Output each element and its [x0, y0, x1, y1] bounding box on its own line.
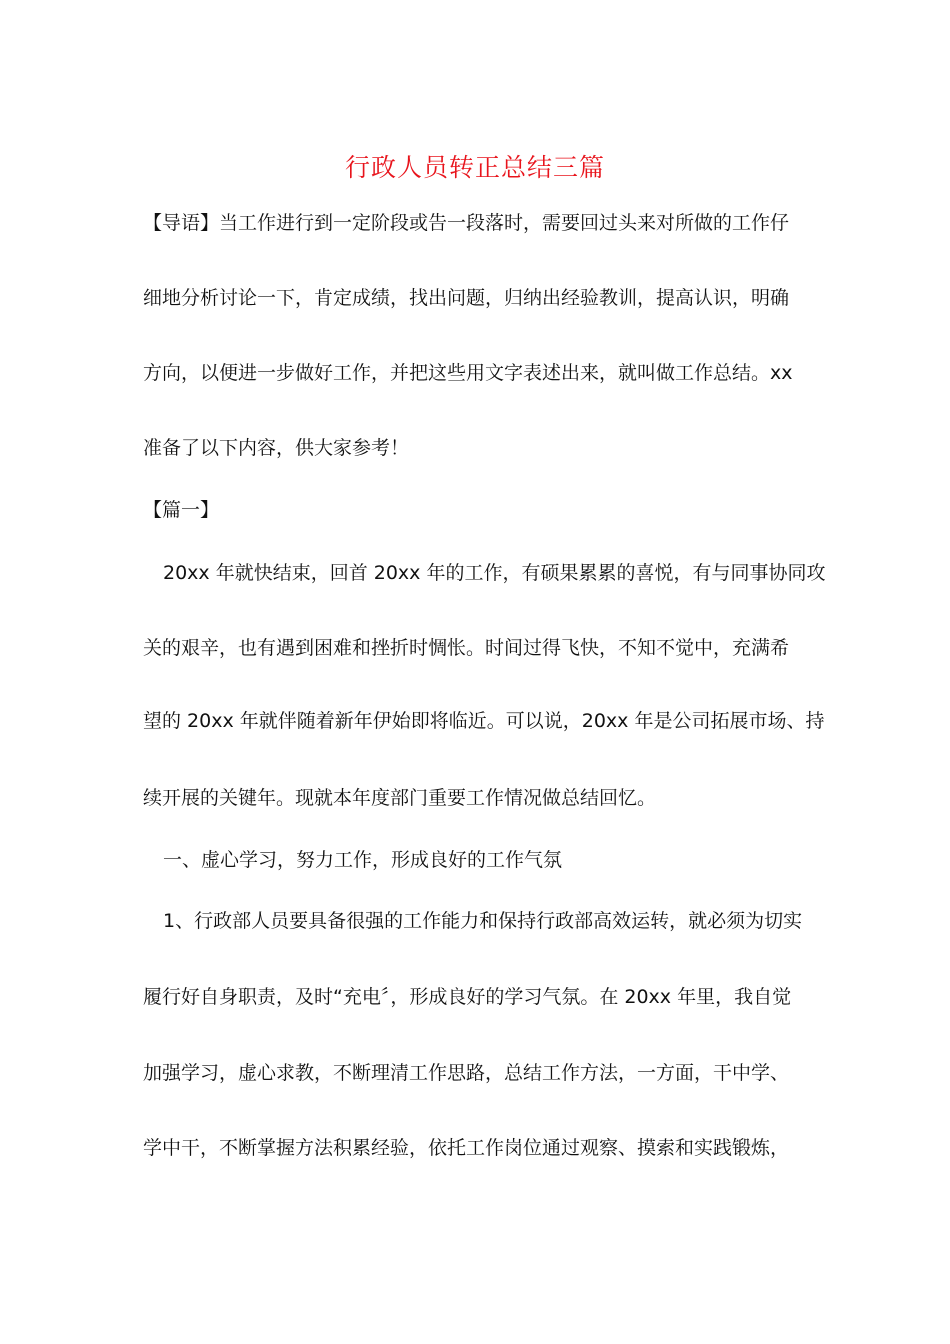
intro-line-2: 细地分析讨论一下，肯定成绩，找出问题，归纳出经验教训，提高认识，明确	[143, 287, 790, 309]
paragraph-line: 学中干，不断掌握方法积累经验，依托工作岗位通过观察、摸索和实践锻炼，	[143, 1137, 790, 1159]
paragraph-line: 履行好自身职责，及时“充电〞，形成良好的学习气氛。在 20xx 年里，我自觉	[143, 986, 792, 1008]
paragraph-line: 1、行政部人员要具备很强的工作能力和保持行政部高效运转，就必须为切实	[163, 910, 803, 932]
document-title: 行政人员转正总结三篇	[344, 153, 605, 182]
section-heading: 【篇一】	[143, 499, 220, 521]
subsection-heading: 一、虚心学习，努力工作，形成良好的工作气氛	[163, 849, 563, 871]
paragraph-line: 续开展的关键年。现就本年度部门重要工作情况做总结回忆。	[143, 787, 657, 809]
intro-line-1: 【导语】当工作进行到一定阶段或告一段落时，需要回过头来对所做的工作仔	[143, 212, 790, 234]
paragraph-line: 关的艰辛，也有遇到困难和挫折时惆怅。时间过得飞快，不知不觉中，充满希	[143, 637, 790, 659]
paragraph-line: 20xx 年就快结束，回首 20xx 年的工作，有硕果累累的喜悦，有与同事协同攻	[163, 562, 826, 584]
paragraph-line: 加强学习，虚心求教，不断理清工作思路，总结工作方法，一方面，干中学、	[143, 1062, 790, 1084]
paragraph-line: 望的 20xx 年就伴随着新年伊始即将临近。可以说，20xx 年是公司拓展市场、持	[143, 710, 825, 732]
intro-line-3: 方向，以便进一步做好工作，并把这些用文字表述出来，就叫做工作总结。xx	[143, 362, 793, 384]
intro-line-4: 准备了以下内容，供大家参考！	[143, 437, 410, 459]
